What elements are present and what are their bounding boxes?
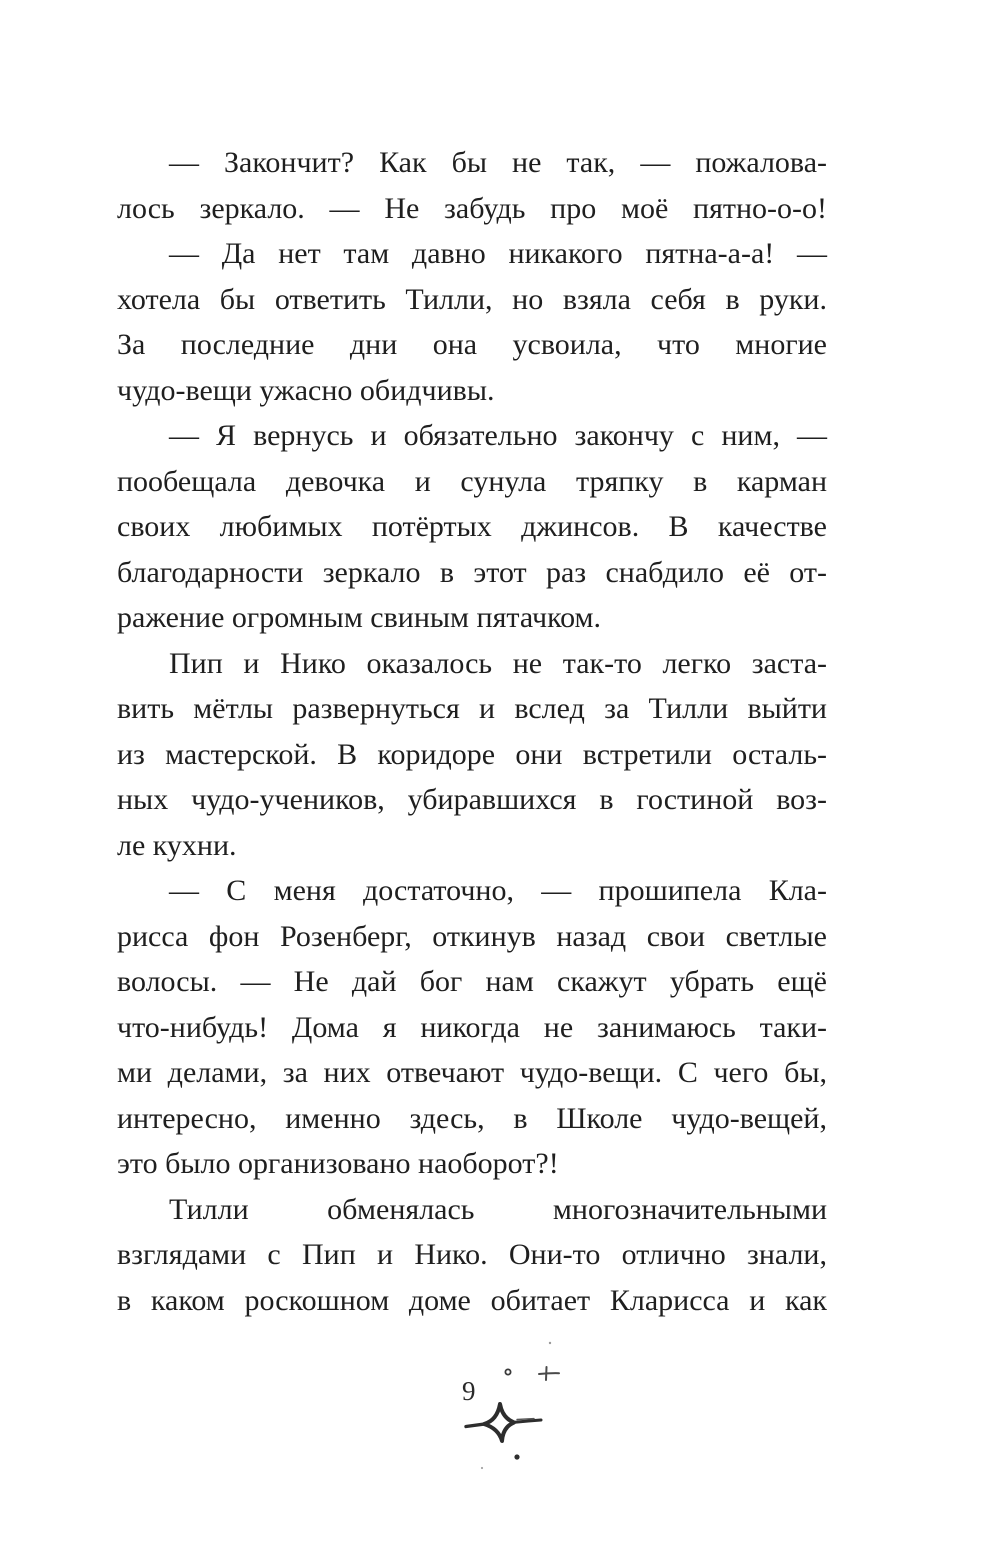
text-line: взглядами с Пип и Нико. Они-то отлично знали, — [117, 1238, 827, 1271]
paragraph — [117, 231, 827, 413]
text-line: что-нибудь! Дома я никогда не занимаюсь таки- — [117, 1010, 827, 1044]
text-line: — Да нет там давно никакого пятна-а-а! — — [169, 237, 827, 270]
text-line: в каком роскошном доме обитает Кларисса и как — [117, 1283, 827, 1317]
text-line: — С меня достаточно, — прошипела Кла- — [169, 874, 827, 907]
four-point-star-icon — [466, 1404, 541, 1441]
text-line: лось зеркало. — Не забудь про моё пятно-о-о! — [117, 191, 827, 225]
small-filled-dot-icon — [514, 1454, 519, 1459]
text-line: хотела бы ответить Тилли, но взяла себя в руки. — [117, 282, 827, 316]
text-line: своих любимых потёртых джинсов. В качестве — [117, 510, 827, 543]
text-line: ми делами, за них отвечают чудо-вещи. С чего бы, — [117, 1056, 827, 1089]
text-line: пообещала девочка и сунула тряпку в карман — [117, 464, 827, 498]
text-line: Тилли обменялась многозначительными — [169, 1192, 827, 1226]
page-number: 9 — [462, 1376, 476, 1406]
text-line: ле кухни. — [117, 828, 237, 862]
text-line: чудо-вещи ужасно обидчивы. — [117, 373, 495, 407]
paragraph — [117, 1187, 827, 1324]
text-line: волосы. — Не дай бог нам скажут убрать ещё — [117, 965, 827, 998]
small-ring-dot-icon — [505, 1369, 510, 1374]
text-line: За последние дни она усвоила, что многие — [117, 328, 827, 361]
paragraph — [117, 140, 827, 231]
paragraph — [117, 641, 827, 869]
text-line: благодарности зеркало в этот раз снабдило её от- — [117, 555, 827, 589]
paragraph — [117, 868, 827, 1187]
sparkle-decoration — [455, 1335, 565, 1475]
text-line: — Закончит? Как бы не так, — пожалова- — [169, 146, 827, 179]
paragraph — [117, 413, 827, 641]
text-block — [117, 140, 827, 1323]
plus-sparkle-icon — [539, 1367, 559, 1380]
speck-dot-icon — [549, 1342, 551, 1344]
speck-dot-icon — [481, 1467, 483, 1469]
text-line: ражение огромным свиным пятачком. — [117, 601, 602, 634]
text-line: Пип и Нико оказалось не так-то легко заста- — [169, 646, 827, 680]
text-line: интересно, именно здесь, в Школе чудо-вещей, — [117, 1101, 827, 1135]
text-line: — Я вернусь и обязательно закончу с ним, — — [169, 419, 827, 452]
text-line: рисса фон Розенберг, откинув назад свои светлые — [117, 919, 827, 953]
text-line: из мастерской. В коридоре они встретили осталь- — [117, 737, 827, 771]
text-line: ных чудо-учеников, убиравшихся в гостиной воз- — [117, 783, 827, 816]
text-line: это было организовано наоборот?! — [117, 1147, 559, 1180]
text-line: вить мётлы развернуться и вслед за Тилли выйти — [117, 692, 827, 725]
